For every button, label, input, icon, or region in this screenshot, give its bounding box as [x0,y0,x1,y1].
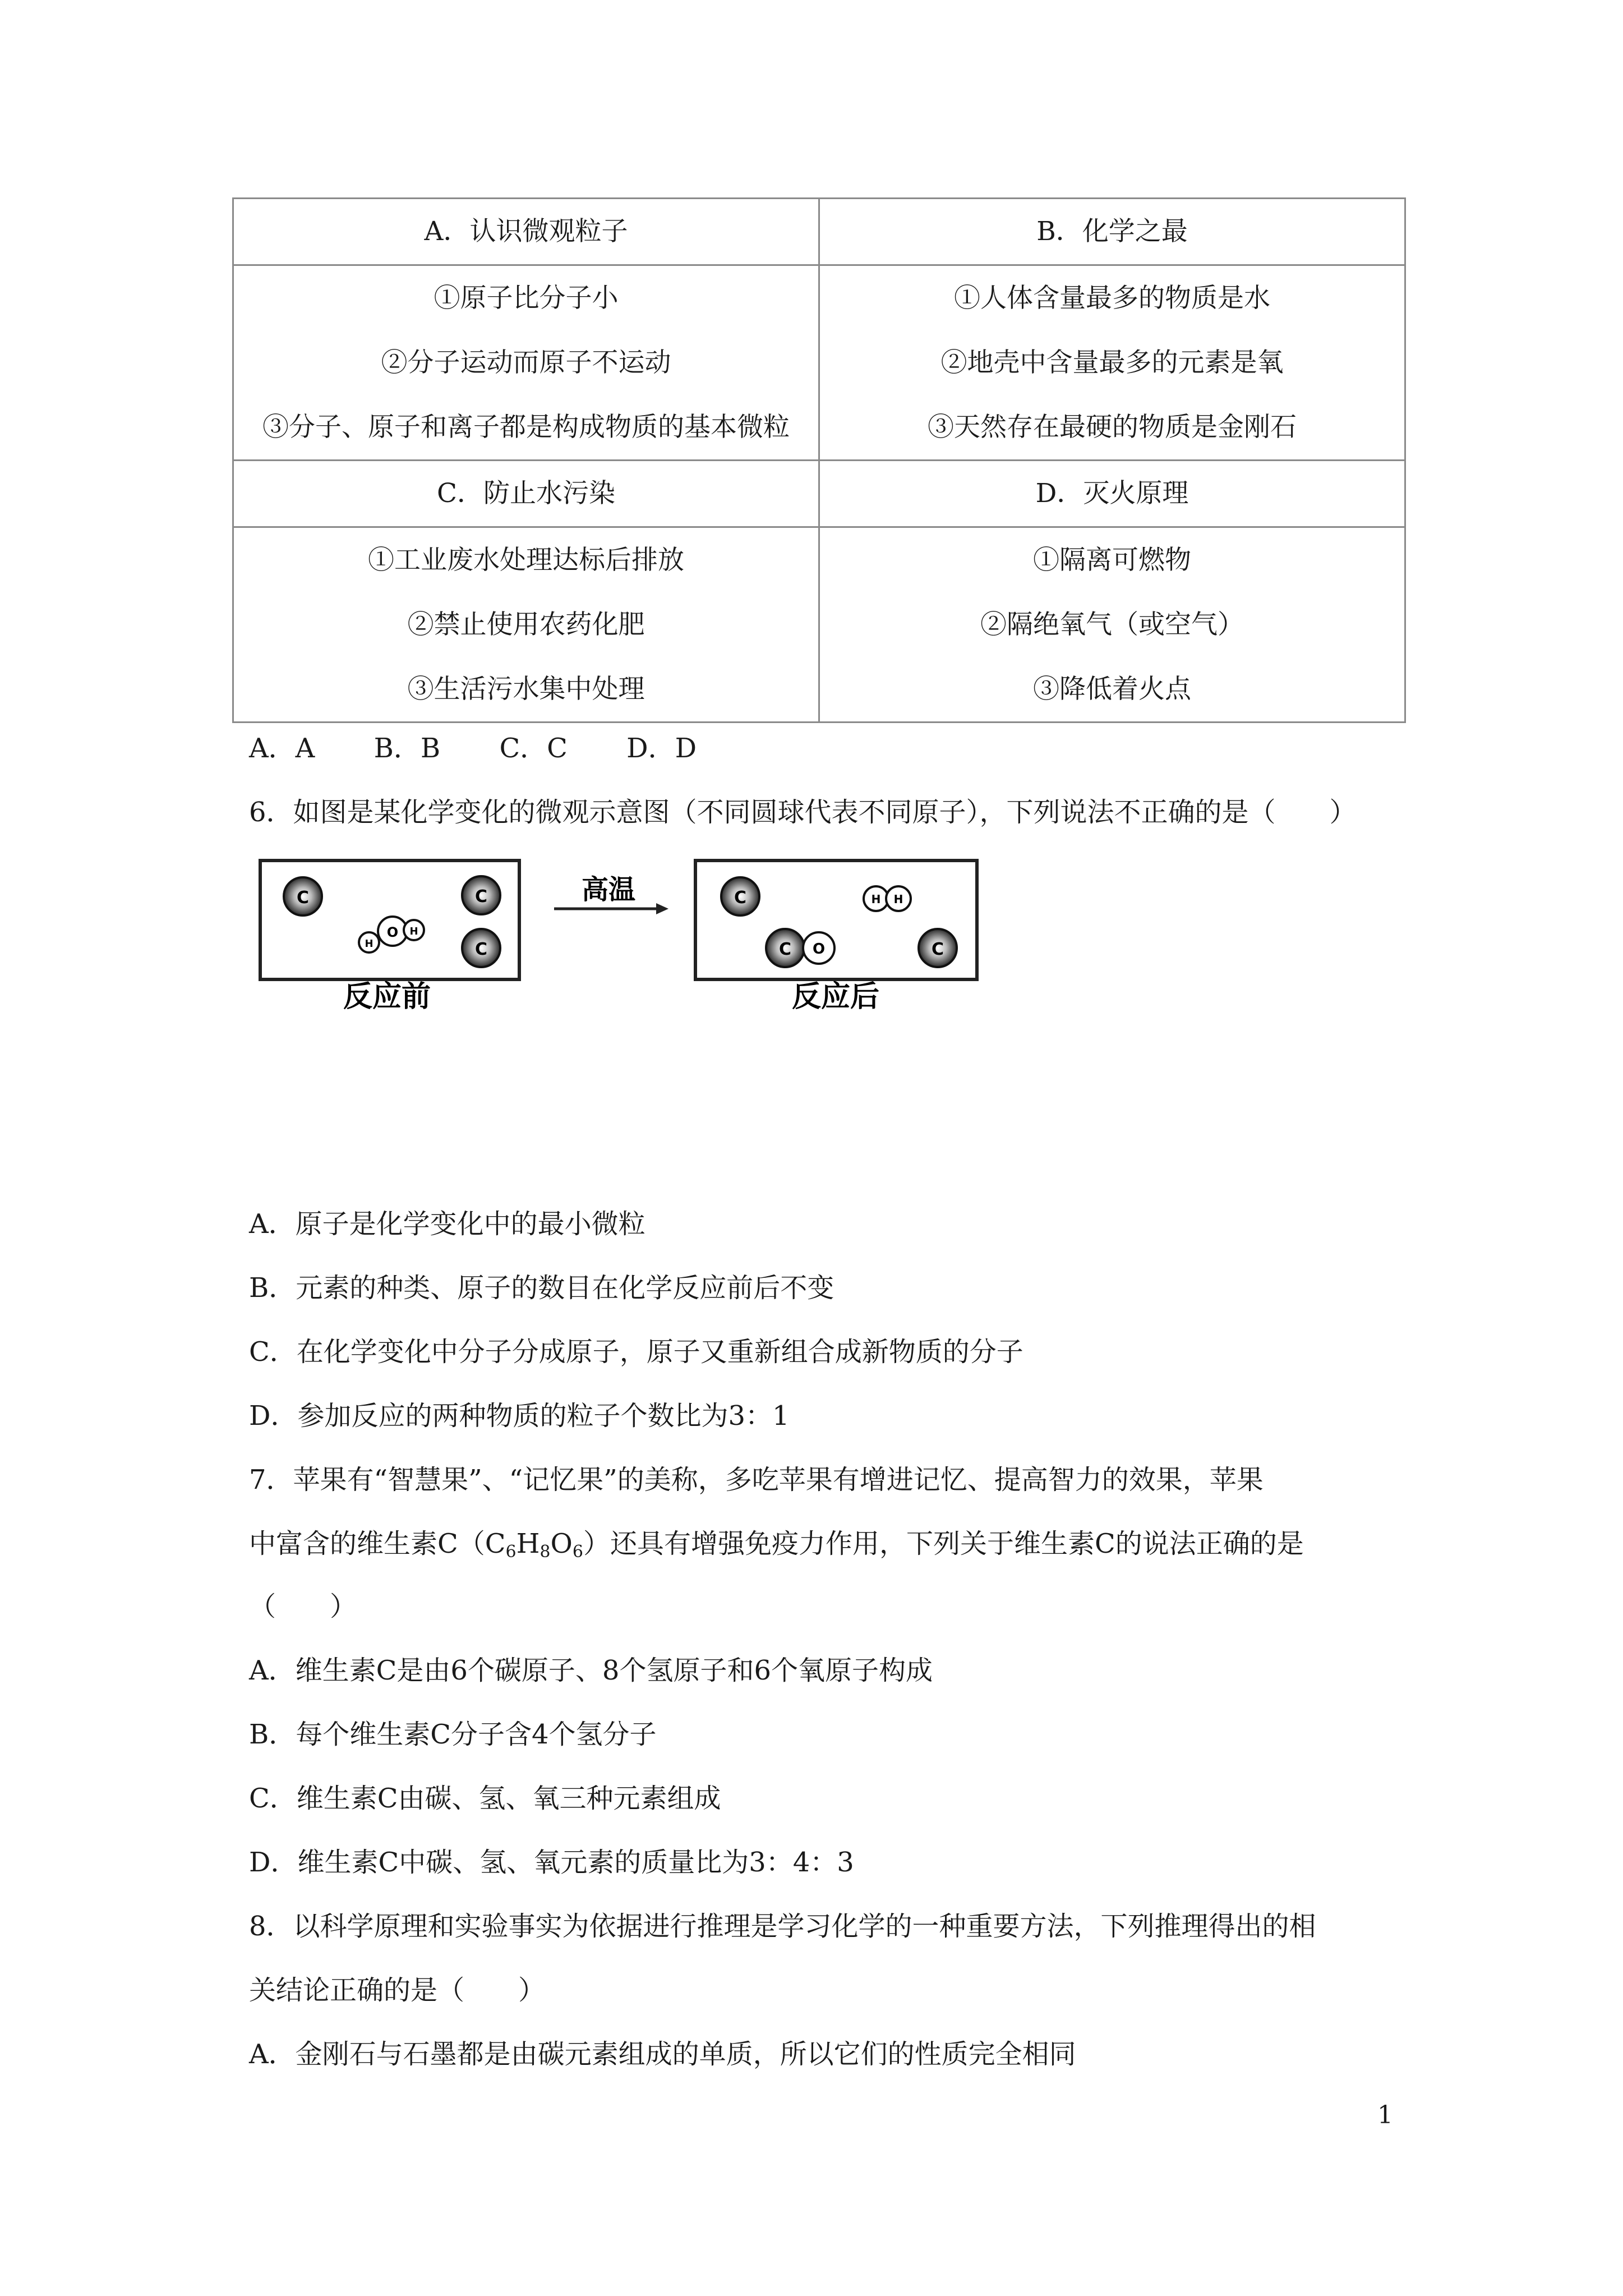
cell-item: ②地壳中含量最多的元素是氧 [940,347,1284,378]
cell-item: ③生活污水集中处理 [407,674,645,705]
formula-h: H [516,1528,540,1559]
cell-item: ③降低着火点 [1033,674,1191,705]
table-heading-a: A．认识微观粒子 [233,199,819,265]
arrow-label: 高温 [581,874,636,905]
formula-sub: 8 [540,1542,551,1562]
svg-text:C: C [474,887,488,907]
table-cell-b [819,265,1405,461]
q6-option-d: D．参加反应的两种物质的粒子个数比为3：1 [249,1400,790,1432]
svg-text:O: O [386,924,399,940]
q5-options [249,731,747,765]
q7-stem-pre: 中富含的维生素C（C [249,1528,506,1559]
atom-c-after-1 [721,877,759,915]
q7-option-c: C．维生素C由碳、氢、氧三种元素组成 [249,1783,721,1814]
cell-item: ②禁止使用农药化肥 [407,609,645,640]
table-heading-c: C．防止水污染 [233,461,819,527]
q7-stem-line3: （ ） [249,1591,357,1622]
atom-c-after-2 [919,929,957,967]
option-a: A．A [249,733,315,764]
q7-option-a: A．维生素C是由6个碳原子、8个氢原子和6个氧原子构成 [249,1655,933,1686]
cell-item: ①隔离可燃物 [1033,545,1191,576]
q8-stem-line1: 8．以科学原理和实验事实为依据进行推理是学习化学的一种重要方法，下列推理得出的相 [249,1911,1316,1942]
option-b: B．B [374,733,441,764]
formula-sub: 6 [505,1542,517,1562]
q7-stem-line2 [249,1527,1304,1569]
atom-c-before-3 [462,929,500,967]
cell-item: ③天然存在最硬的物质是金刚石 [928,412,1297,443]
option-d: D．D [626,733,697,764]
svg-text:C: C [931,940,944,959]
q8-stem-line2: 关结论正确的是（ ） [249,1975,546,2006]
q8-option-a: A．金刚石与石墨都是由碳元素组成的单质，所以它们的性质完全相同 [249,2039,1076,2070]
q6-option-c: C．在化学变化中分子分成原子，原子又重新组合成新物质的分子 [249,1336,1023,1368]
svg-text:C: C [474,940,488,959]
formula-sub: 6 [572,1542,583,1562]
q6-option-b: B．元素的种类、原子的数目在化学反应前后不变 [249,1272,834,1304]
svg-text:H: H [893,892,903,906]
q5-table [232,197,1406,723]
svg-text:H: H [409,926,418,937]
reaction-diagram-svg [247,847,988,1014]
formula-o: O [550,1528,573,1559]
after-label: 反应后 [791,980,880,1014]
q6-stem: 6．如图是某化学变化的微观示意图（不同圆球代表不同原子），下列说法不正确的是（ ） [249,797,1357,828]
q6-option-a: A．原子是化学变化中的最小微粒 [249,1208,645,1240]
q7-stem-post: ）还具有增强免疫力作用，下列关于维生素C的说法正确的是 [583,1528,1304,1559]
cell-item: ①原子比分子小 [434,283,619,314]
cell-item: ③分子、原子和离子都是构成物质的基本微粒 [262,412,790,443]
cell-item: ①工业废水处理达标后排放 [368,545,684,576]
svg-text:H: H [365,938,374,950]
atom-c-before-2 [462,876,500,914]
svg-text:C: C [734,888,747,908]
before-label: 反应前 [343,980,431,1014]
q7-option-b: B．每个维生素C分子含4个氢分子 [249,1719,657,1750]
svg-text:C: C [296,888,310,908]
page-number: 1 [1377,2101,1393,2129]
q7-stem-line1: 7．苹果有“智慧果”、“记忆果”的美称，多吃苹果有增进记忆、提高智力的效果，苹果 [249,1464,1264,1496]
atom-c-before-1 [284,877,322,915]
table-heading-b: B．化学之最 [819,199,1405,265]
table-cell-c [233,527,819,723]
svg-text:C: C [778,940,792,959]
co-molecule-after [766,929,834,967]
reaction-diagram [247,847,988,1014]
q7-option-d: D．维生素C中碳、氢、氧元素的质量比为3：4：3 [249,1847,854,1878]
table-cell-d [819,527,1405,723]
svg-text:O: O [812,941,826,958]
svg-text:H: H [871,892,881,906]
cell-item: ②隔绝氧气（或空气） [980,609,1244,640]
cell-item: ①人体含量最多的物质是水 [954,283,1270,314]
table-cell-a [233,265,819,461]
cell-item: ②分子运动而原子不运动 [381,347,671,378]
table-heading-d: D．灭火原理 [819,461,1405,527]
option-c: C．C [499,733,568,764]
